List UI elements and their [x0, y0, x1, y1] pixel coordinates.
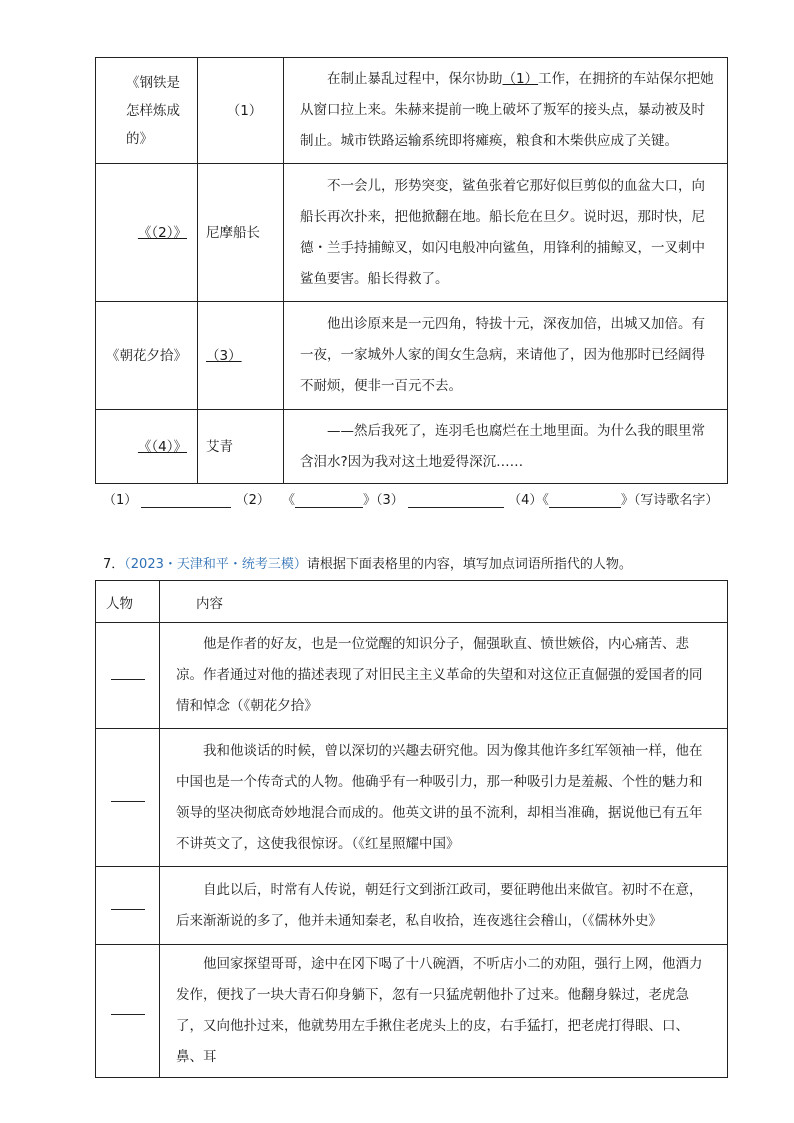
person-input[interactable] [111, 800, 145, 802]
table-row [96, 410, 728, 484]
question-prompt: 请根据下面表格里的内容，填写加点词语所指代的人物。 [306, 557, 632, 572]
question-source: （2023・天津和平・统考三模） [124, 557, 307, 572]
character-name: （1） [226, 102, 263, 119]
content-cell [160, 623, 728, 729]
person-blank-cell[interactable] [96, 729, 160, 867]
header-person: 人物 [96, 581, 160, 623]
person-input[interactable] [111, 908, 145, 910]
answer-1-input[interactable] [141, 493, 231, 508]
book-title: 《朝花夕拾》 [106, 347, 187, 364]
content-cell [160, 945, 728, 1078]
answer-label: 《 [281, 493, 295, 508]
literature-table [95, 57, 728, 484]
content-text: 他回家探望哥哥，途中在冈下喝了十八碗酒，不听店小二的劝阻，强行上网，他酒力发作，便找了一块大青石仰身躺下，忽有一只猛虎朝他扑了过来。他翻身躲过，老虎急了，又向他扑过来，他就势用左手揪住老虎头上的皮，右手猛打，把老虎打得眼、口、鼻、耳 [176, 956, 703, 1065]
table-row [96, 945, 728, 1078]
excerpt-text: 在制止暴乱过程中，保尔协助 [327, 71, 503, 87]
answer-note: （写诗歌名字） [633, 493, 719, 508]
excerpt-blank: （1） [502, 71, 539, 87]
excerpt-cell [284, 164, 728, 302]
table-row [96, 623, 728, 729]
answer-label: 》 [363, 493, 377, 508]
answer-4-input[interactable] [549, 493, 621, 508]
table-row [96, 164, 728, 302]
answer-2-input[interactable] [295, 493, 363, 508]
answer-label: （4）《 [508, 493, 549, 508]
answer-label: （1） [103, 493, 138, 508]
table-row [96, 58, 728, 164]
answer-label: （3） [376, 493, 404, 508]
excerpt-cell [284, 410, 728, 484]
book-title: 《（2）》 [137, 224, 187, 241]
content-cell [160, 867, 728, 945]
excerpt-cell [284, 58, 728, 164]
excerpt-cell [284, 302, 728, 410]
person-input[interactable] [111, 678, 145, 680]
book-cell [96, 58, 198, 164]
character-name: （3） [206, 347, 242, 364]
content-cell [160, 729, 728, 867]
character-cell [198, 164, 284, 302]
table-row [96, 729, 728, 867]
book-cell [96, 410, 198, 484]
character-cell [198, 410, 284, 484]
excerpt-text: 工作，在拥挤的车站保尔把她从窗口拉上来。朱赫来提前一晚上破坏了叛军的接头点，暴动被及时制止。城市铁路运输系统即将瘫痪，粮食和木柴供应成了关键。 [300, 71, 714, 149]
table-row [96, 867, 728, 945]
answer-label: 》 [620, 493, 634, 508]
table-header-row [96, 581, 728, 623]
person-blank-cell[interactable] [96, 867, 160, 945]
book-cell [96, 164, 198, 302]
person-blank-cell[interactable] [96, 623, 160, 729]
excerpt-text: ——然后我死了，连羽毛也腐烂在土地里面。为什么我的眼里常含泪水?因为我对这土地爱得深沉…… [300, 422, 705, 470]
character-name: 艾青 [206, 438, 233, 455]
excerpt-text: 他出诊原来是一元四角，特拔十元，深夜加倍，出城又加倍。有一夜，一家城外人家的闺女生急病，来请他了，因为他那时已经阔得不耐烦，便非一百元不去。 [300, 316, 705, 394]
answer-3-input[interactable] [408, 493, 504, 508]
character-cell [198, 302, 284, 410]
content-text: 他是作者的好友，也是一位觉醒的知识分子，倔强耿直、愤世嫉俗，内心痛苦、悲凉。作者通过对他的描述表现了对旧民主主义革命的失望和对这位正直倔强的爱国者的同情和悼念（《朝花夕拾》 [176, 636, 703, 714]
answer-label: （2） [235, 493, 270, 508]
book-cell [96, 302, 198, 410]
question-7 [103, 553, 632, 572]
book-title: 《（4）》 [137, 438, 187, 455]
table-row [96, 302, 728, 410]
content-text: 自此以后，时常有人传说，朝廷行文到浙江政司，要征聘他出来做官。初时不在意，后来渐渐说的多了，他并未通知秦老，私自收拾，连夜逃往会稽山，（《儒林外史》 [176, 881, 703, 929]
person-table [95, 580, 728, 1078]
excerpt-text: 不一会儿，形势突变，鲨鱼张着它那好似巨剪似的血盆大口，向船长再次扑来，把他掀翻在地。船长危在旦夕。说时迟，那时快，尼德・兰手持捕鲸叉，如闪电般冲向鲨鱼，用锋利的捕鲸叉，一叉刺中鲨鱼要害。船长得救了。 [300, 177, 705, 287]
book-title: 《钢铁是怎样炼成的》 [126, 74, 180, 147]
character-cell [198, 58, 284, 164]
question-number: 7． [103, 557, 125, 572]
person-input[interactable] [111, 1013, 145, 1015]
header-content: 内容 [160, 581, 728, 623]
answer-blanks [103, 489, 718, 508]
person-blank-cell[interactable] [96, 945, 160, 1078]
content-text: 我和他谈话的时候，曾以深切的兴趣去研究他。因为像其他许多红军领袖一样，他在中国也是一个传奇式的人物。他确乎有一种吸引力，那一种吸引力是羞赧、个性的魅力和领导的坚决彻底奇妙地混合而成的。他英文讲的虽不流利，却相当准确，据说他已有五年不讲英文了，这使我很惊讶。（《红星照耀中国》 [176, 742, 703, 852]
character-name: 尼摩船长 [206, 224, 260, 241]
